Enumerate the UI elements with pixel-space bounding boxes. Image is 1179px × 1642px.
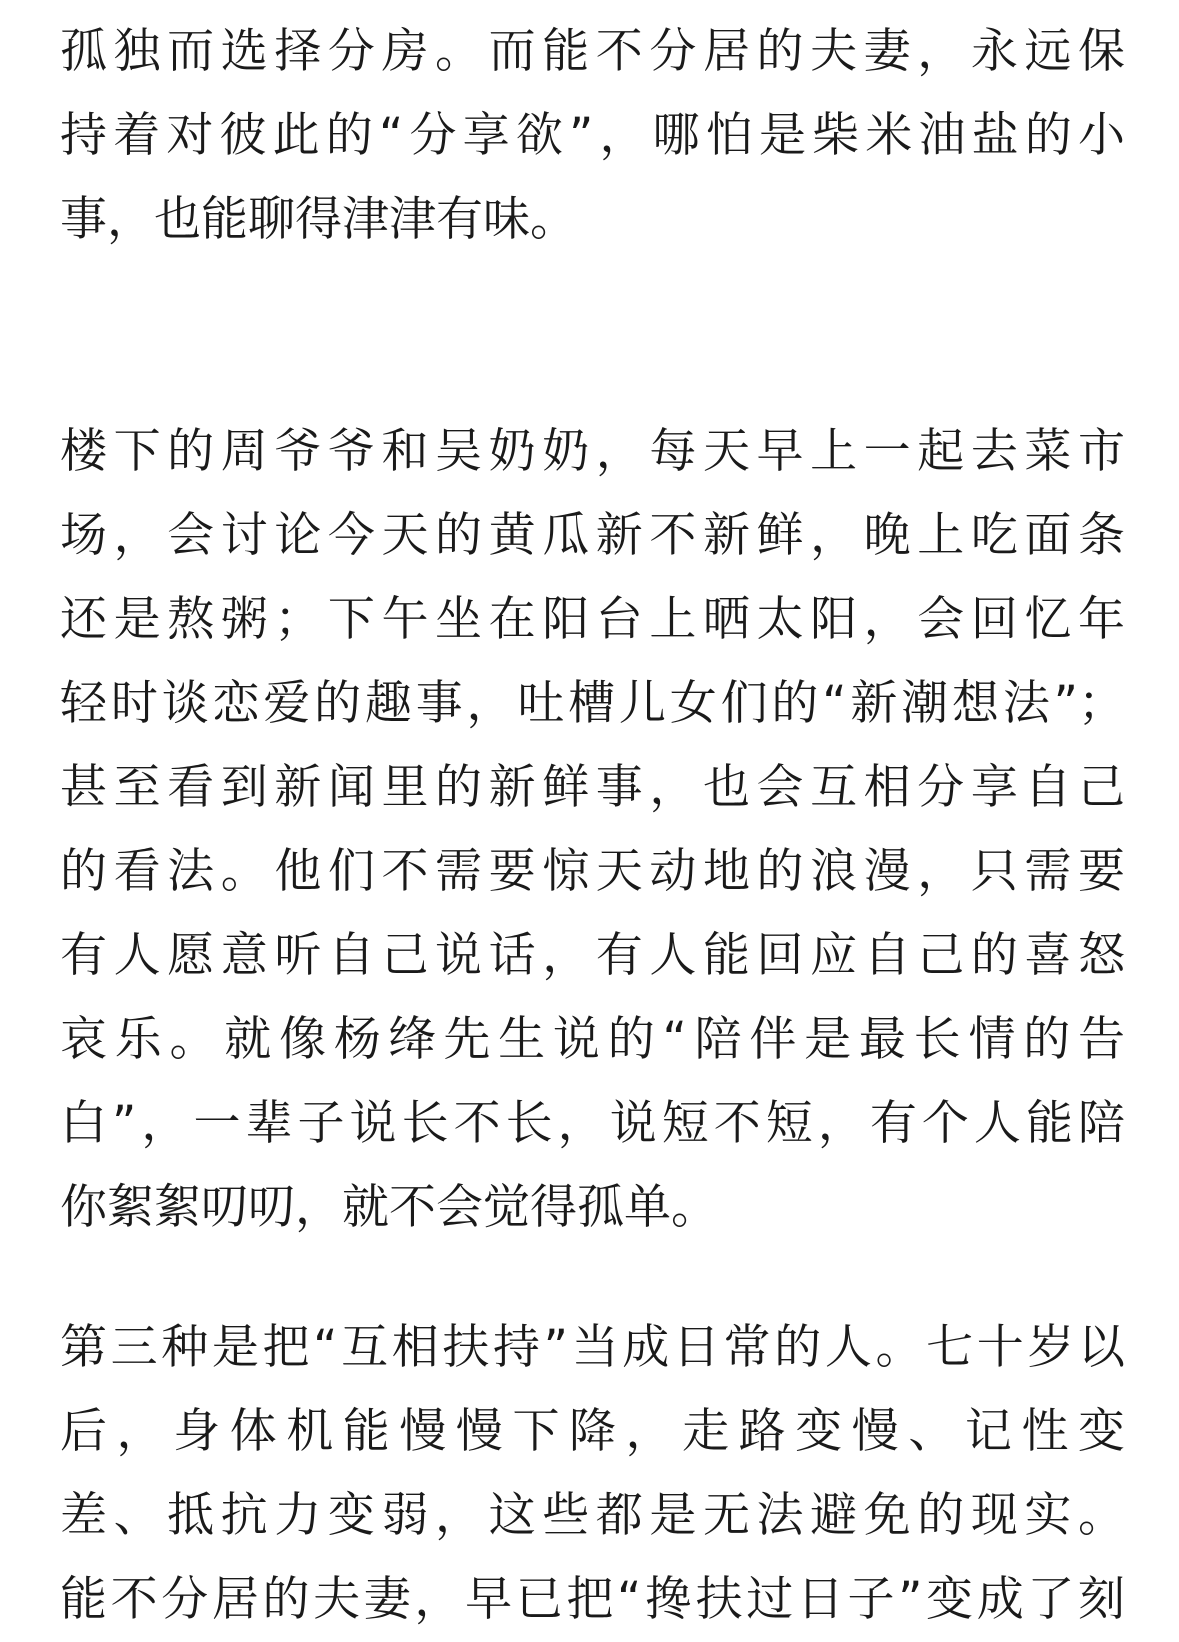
text-line: 甚至看到新闻里的新鲜事，也会互相分享自己 [60, 760, 1125, 815]
text-line: 有人愿意听自己说话，有人能回应自己的喜怒 [60, 928, 1125, 983]
text-line: 的看法。他们不需要惊天动地的浪漫，只需要 [60, 844, 1125, 899]
text-line: 后，身体机能慢慢下降，走路变慢、记性变 [60, 1404, 1125, 1459]
text-line: 持着对彼此的“分享欲”，哪怕是柴米油盐的小 [60, 108, 1125, 163]
text-line: 能不分居的夫妻，早已把“搀扶过日子”变成了刻 [60, 1572, 1125, 1627]
text-line: 事，也能聊得津津有味。 [60, 192, 577, 247]
text-line: 还是熬粥；下午坐在阳台上晒太阳，会回忆年 [60, 592, 1125, 647]
paragraph-1 [60, 10, 1125, 262]
text-line: 差、抵抗力变弱，这些都是无法避免的现实。 [60, 1488, 1125, 1543]
text-line: 白”，一辈子说长不长，说短不短，有个人能陪 [60, 1096, 1125, 1151]
text-line: 楼下的周爷爷和吴奶奶，每天早上一起去菜市 [60, 424, 1125, 479]
text-line: 轻时谈恋爱的趣事，吐槽儿女们的“新潮想法”； [60, 676, 1125, 731]
text-line: 你絮絮叨叨，就不会觉得孤单。 [60, 1180, 718, 1235]
text-line: 第三种是把“互相扶持”当成日常的人。七十岁以 [60, 1320, 1125, 1375]
paragraph-2 [60, 410, 1125, 1250]
paragraph-3 [60, 1306, 1125, 1642]
article-body [60, 0, 1125, 1642]
text-line: 孤独而选择分房。而能不分居的夫妻，永远保 [60, 24, 1125, 79]
text-line: 场，会讨论今天的黄瓜新不新鲜，晚上吃面条 [60, 508, 1125, 563]
text-line: 哀乐。就像杨绛先生说的“陪伴是最长情的告 [60, 1012, 1125, 1067]
